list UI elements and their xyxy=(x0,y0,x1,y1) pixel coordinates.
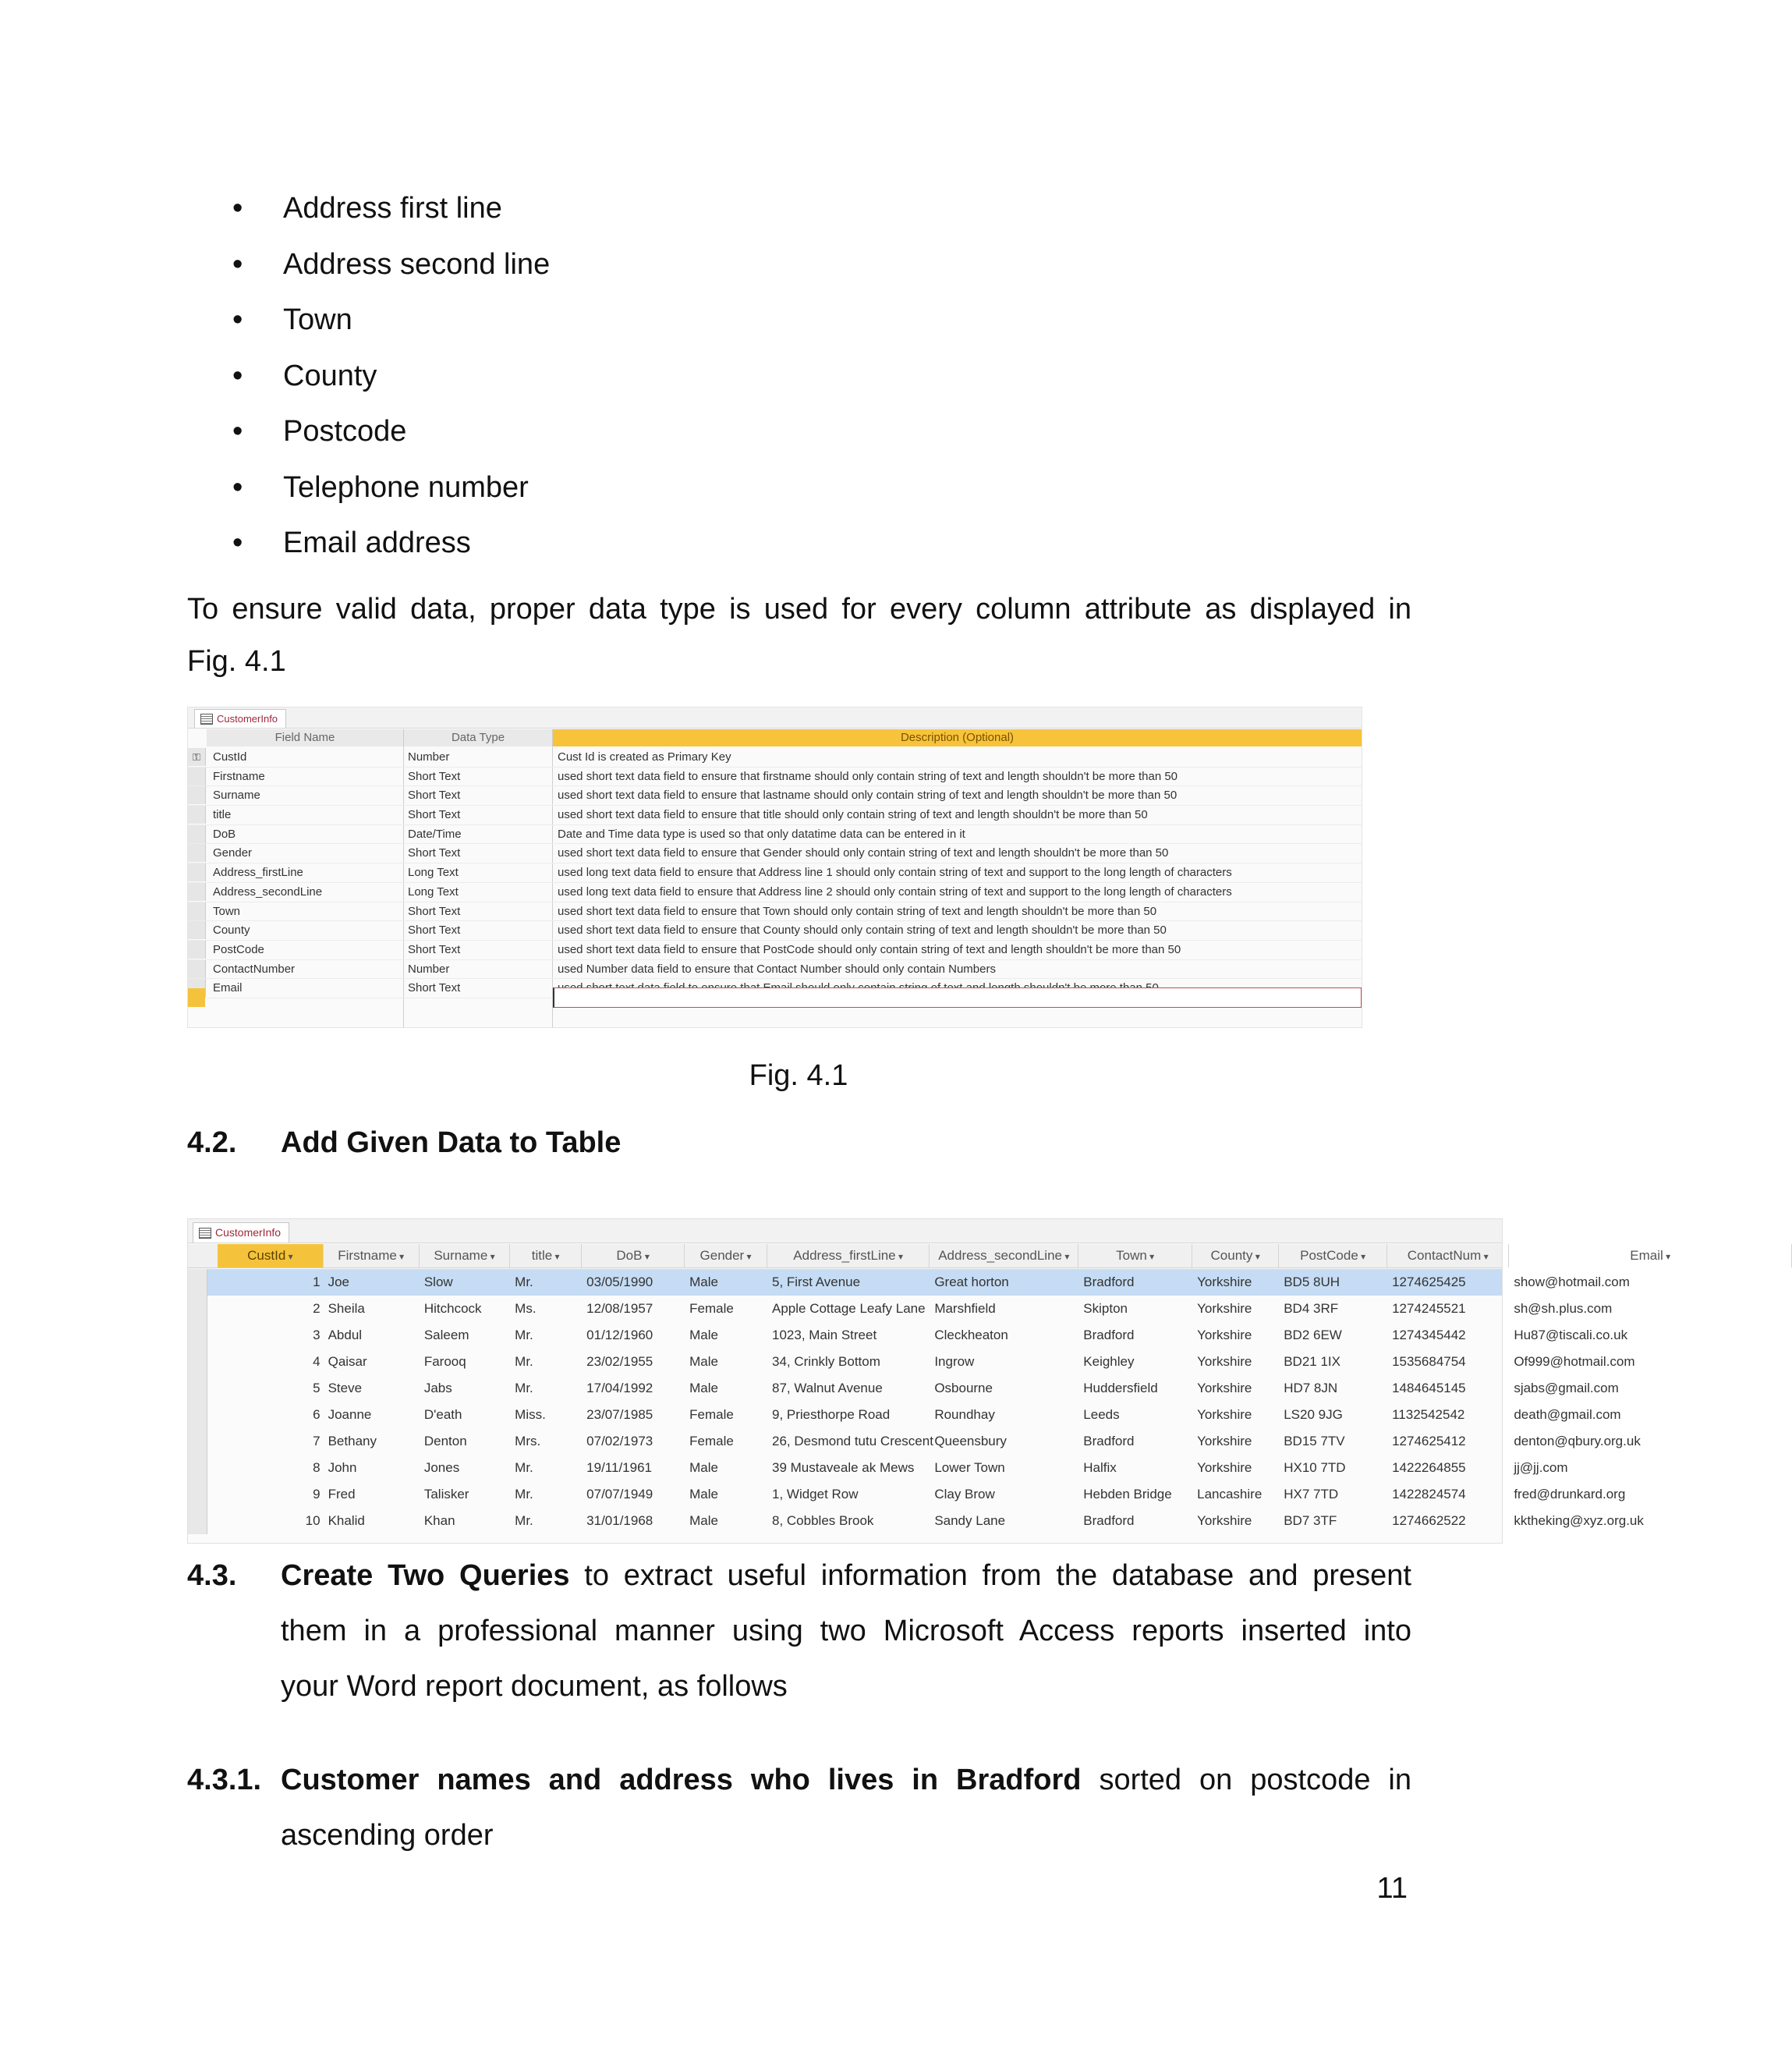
table-cell[interactable]: Ingrow xyxy=(934,1354,975,1369)
column-header[interactable]: CustId ▾ xyxy=(218,1244,323,1268)
table-cell[interactable]: HX10 7TD xyxy=(1284,1460,1346,1475)
design-row[interactable] xyxy=(188,786,1362,806)
datasheet-header-row xyxy=(188,1244,1663,1268)
paragraph-line: Fig. 4.1 xyxy=(187,645,286,678)
bullet-item: • Town xyxy=(232,299,550,355)
bullet-item: • County xyxy=(232,355,550,411)
table-cell[interactable]: Farooq xyxy=(423,1354,466,1369)
table-cell[interactable]: denton@qbury.org.uk xyxy=(1514,1434,1641,1448)
design-row[interactable] xyxy=(188,748,1362,768)
row-selector[interactable] xyxy=(188,883,206,901)
table-cell[interactable]: Talisker xyxy=(423,1487,469,1502)
table-cell[interactable]: 34, Crinkly Bottom xyxy=(772,1354,880,1369)
row-selector[interactable] xyxy=(188,844,206,862)
table-cell[interactable]: Male xyxy=(689,1381,718,1395)
table-icon xyxy=(200,714,213,725)
column-header[interactable]: Address_firstLine ▾ xyxy=(767,1244,930,1268)
table-cell[interactable]: 07/02/1973 xyxy=(586,1434,653,1448)
table-cell[interactable]: Khalid xyxy=(328,1513,365,1528)
datasheet-screenshot xyxy=(187,1218,1663,1544)
section-4-3 xyxy=(187,1548,1411,1714)
description-cell[interactable]: used short text data field to ensure that Gender should only contain string of text and length shouldn't be more than 50 xyxy=(558,846,1169,860)
row-selector[interactable] xyxy=(188,921,206,939)
design-view-screenshot xyxy=(187,707,1362,1028)
row-selector[interactable] xyxy=(188,902,206,920)
table-cell[interactable]: Female xyxy=(689,1434,734,1448)
table-cell[interactable]: 6 xyxy=(313,1407,321,1422)
datasheet-rows xyxy=(188,1269,1644,1534)
design-row[interactable] xyxy=(188,825,1362,845)
table-cell[interactable]: 1274662522 xyxy=(1392,1513,1466,1528)
table-icon xyxy=(199,1228,211,1239)
table-cell[interactable]: 4 xyxy=(313,1354,321,1369)
table-cell[interactable]: Yorkshire xyxy=(1197,1381,1252,1395)
table-cell[interactable]: jj@jj.com xyxy=(1514,1460,1568,1475)
design-header-row xyxy=(188,729,1362,746)
table-cell[interactable]: Miss. xyxy=(515,1407,546,1422)
field-name-cell[interactable]: Surname xyxy=(213,789,260,803)
table-cell[interactable]: HX7 7TD xyxy=(1284,1487,1339,1502)
table-cell[interactable]: Leeds xyxy=(1083,1407,1120,1422)
row-selector[interactable] xyxy=(188,825,206,843)
table-cell[interactable]: 1422264855 xyxy=(1392,1460,1466,1475)
table-cell[interactable]: Khan xyxy=(423,1513,455,1528)
table-cell[interactable]: Female xyxy=(689,1301,734,1316)
table-cell[interactable]: Clay Brow xyxy=(934,1487,995,1502)
table-cell[interactable]: 8 xyxy=(313,1460,321,1475)
table-cell[interactable]: 1274245521 xyxy=(1392,1301,1466,1316)
design-row[interactable] xyxy=(188,844,1362,863)
table-cell[interactable]: 26, Desmond tutu Crescent xyxy=(772,1434,933,1448)
section-4-3-line2: them in a professional manner using two Microsoft Access reports inserted into xyxy=(281,1615,1411,1647)
row-selector[interactable] xyxy=(188,1296,207,1322)
table-cell[interactable]: Yorkshire xyxy=(1197,1460,1252,1475)
bullet-item: • Postcode xyxy=(232,410,550,466)
table-cell[interactable]: 1484645145 xyxy=(1392,1381,1466,1395)
field-name-cell[interactable]: Firstname xyxy=(213,769,265,783)
row-selector[interactable] xyxy=(188,1428,207,1455)
bullet-item: • Address first line xyxy=(232,187,550,243)
table-cell[interactable]: 8, Cobbles Brook xyxy=(772,1513,874,1528)
table-row[interactable] xyxy=(188,1402,1621,1428)
table-row[interactable] xyxy=(188,1375,1619,1402)
section-text: to extract useful information from the database and present xyxy=(569,1559,1411,1592)
table-cell[interactable]: show@hotmail.com xyxy=(1514,1275,1630,1289)
section-title: Add Given Data to Table xyxy=(281,1126,622,1159)
design-row[interactable] xyxy=(188,768,1362,787)
design-row[interactable] xyxy=(188,902,1362,922)
table-cell[interactable]: Slow xyxy=(423,1275,453,1289)
column-header[interactable]: title ▾ xyxy=(510,1244,582,1268)
table-cell[interactable]: 01/12/1960 xyxy=(586,1328,653,1342)
table-cell[interactable]: HD7 8JN xyxy=(1284,1381,1338,1395)
data-type-cell[interactable]: Date/Time xyxy=(408,827,462,841)
column-header[interactable]: Address_secondLine ▾ xyxy=(930,1244,1078,1268)
row-selector[interactable] xyxy=(188,1349,207,1375)
section-title: Customer names and address who lives in Bradford xyxy=(281,1764,1082,1796)
table-cell[interactable]: 2 xyxy=(313,1301,321,1316)
design-rows xyxy=(188,748,1362,998)
paragraph-line: To ensure valid data, proper data type is used for every column attribute as displayed in xyxy=(187,593,1411,626)
table-cell[interactable]: Halfix xyxy=(1083,1460,1117,1475)
table-cell[interactable]: 23/07/1985 xyxy=(586,1407,653,1422)
section-number: 4.2. xyxy=(187,1126,237,1159)
table-row[interactable] xyxy=(188,1349,1635,1375)
section-text: sorted on postcode in xyxy=(1081,1764,1411,1796)
column-header[interactable]: Gender ▾ xyxy=(685,1244,767,1268)
field-bullet-list xyxy=(232,187,550,578)
bullet-item: • Email address xyxy=(232,522,550,578)
table-cell[interactable]: 3 xyxy=(313,1328,321,1342)
table-cell[interactable]: 19/11/1961 xyxy=(586,1460,652,1475)
table-cell[interactable]: Abdul xyxy=(328,1328,363,1342)
table-cell[interactable]: Osbourne xyxy=(934,1381,993,1395)
design-tab-bar xyxy=(188,707,1362,729)
table-row[interactable] xyxy=(188,1428,1641,1455)
data-type-cell[interactable]: Long Text xyxy=(408,866,459,880)
table-cell[interactable]: Roundhay xyxy=(934,1407,995,1422)
row-selector[interactable] xyxy=(188,1269,207,1296)
header-data-type: Data Type xyxy=(404,729,553,746)
table-row[interactable] xyxy=(188,1455,1568,1481)
table-cell[interactable]: LS20 9JG xyxy=(1284,1407,1343,1422)
field-name-cell[interactable]: Town xyxy=(213,904,241,918)
table-cell[interactable]: Jabs xyxy=(423,1381,452,1395)
header-field-name: Field Name xyxy=(207,729,404,746)
table-cell[interactable]: Jones xyxy=(423,1460,460,1475)
section-4-3-line3: your Word report document, as follows xyxy=(281,1670,788,1703)
design-row[interactable] xyxy=(188,960,1362,980)
table-cell[interactable]: Mr. xyxy=(515,1328,533,1342)
table-cell[interactable]: John xyxy=(328,1460,357,1475)
row-selector[interactable] xyxy=(188,806,206,824)
table-row[interactable] xyxy=(188,1322,1628,1349)
table-cell[interactable]: Lancashire xyxy=(1197,1487,1263,1502)
table-cell[interactable]: Yorkshire xyxy=(1197,1301,1252,1316)
section-4-3-1-line1 xyxy=(187,1753,1411,1808)
column-header[interactable]: ContactNum ▾ xyxy=(1387,1244,1509,1268)
field-name-cell[interactable]: Gender xyxy=(213,846,253,860)
data-type-cell[interactable]: Short Text xyxy=(408,942,461,956)
field-name-cell[interactable]: CustId xyxy=(213,750,247,764)
description-cell[interactable]: used Number data field to ensure that Contact Number should only contain Numbers xyxy=(558,962,996,976)
column-header[interactable]: Firstname ▾ xyxy=(324,1244,420,1268)
active-description-cell xyxy=(553,987,1362,1008)
field-name-cell[interactable]: ContactNumber xyxy=(213,962,296,976)
table-cell[interactable]: Yorkshire xyxy=(1197,1407,1252,1422)
data-type-cell[interactable]: Number xyxy=(408,750,450,764)
table-cell[interactable]: BD2 6EW xyxy=(1284,1328,1342,1342)
column-header[interactable]: PostCode ▾ xyxy=(1279,1244,1387,1268)
column-header[interactable]: Surname ▾ xyxy=(420,1244,510,1268)
row-selector[interactable] xyxy=(188,1455,207,1481)
data-type-cell[interactable]: Short Text xyxy=(408,789,461,803)
table-cell[interactable]: Male xyxy=(689,1354,718,1369)
column-header[interactable]: DoB ▾ xyxy=(582,1244,685,1268)
table-cell[interactable]: Male xyxy=(689,1460,718,1475)
design-row[interactable] xyxy=(188,921,1362,941)
design-row[interactable] xyxy=(188,863,1362,883)
table-cell[interactable]: Ms. xyxy=(515,1301,537,1316)
table-cell[interactable]: 03/05/1990 xyxy=(586,1275,653,1289)
table-cell[interactable]: Denton xyxy=(423,1434,467,1448)
table-cell[interactable]: BD4 3RF xyxy=(1284,1301,1339,1316)
new-row-selector xyxy=(188,988,205,1007)
row-selector[interactable] xyxy=(188,1322,207,1349)
section-title: Create Two Queries xyxy=(281,1559,570,1592)
primary-key-icon[interactable]: ⚿ xyxy=(188,748,206,766)
data-type-cell[interactable]: Short Text xyxy=(408,808,461,822)
section-4-3-1 xyxy=(187,1753,1411,1863)
bullet-item: • Address second line xyxy=(232,243,550,300)
table-cell[interactable]: 31/01/1968 xyxy=(586,1513,653,1528)
column-header[interactable]: Email ▾ xyxy=(1509,1244,1792,1268)
data-type-cell[interactable]: Short Text xyxy=(408,981,461,995)
table-cell[interactable]: death@gmail.com xyxy=(1514,1407,1621,1422)
table-cell[interactable]: Yorkshire xyxy=(1197,1328,1252,1342)
data-type-paragraph xyxy=(187,583,1411,688)
data-type-cell[interactable]: Short Text xyxy=(408,769,461,783)
table-cell[interactable]: Bradford xyxy=(1083,1513,1135,1528)
section-number: 4.3. xyxy=(187,1559,237,1592)
table-cell[interactable]: 1 xyxy=(313,1275,321,1289)
field-name-cell[interactable]: DoB xyxy=(213,827,236,841)
column-header[interactable]: County ▾ xyxy=(1192,1244,1279,1268)
table-cell[interactable]: 1023, Main Street xyxy=(772,1328,877,1342)
table-cell[interactable]: 10 xyxy=(305,1513,321,1528)
table-cell[interactable]: 9 xyxy=(313,1487,321,1502)
design-row[interactable] xyxy=(188,883,1362,902)
table-cell[interactable]: Sheila xyxy=(328,1301,365,1316)
table-cell[interactable]: Hitchcock xyxy=(423,1301,482,1316)
data-type-cell[interactable]: Short Text xyxy=(408,846,461,860)
table-cell[interactable]: 87, Walnut Avenue xyxy=(772,1381,883,1395)
table-cell[interactable]: Fred xyxy=(328,1487,356,1502)
table-cell[interactable]: Marshfield xyxy=(934,1301,996,1316)
table-cell[interactable]: Mr. xyxy=(515,1354,533,1369)
table-cell[interactable]: 07/07/1949 xyxy=(586,1487,653,1502)
design-table-tab xyxy=(194,709,286,728)
field-name-cell[interactable]: Address_firstLine xyxy=(213,866,303,880)
description-cell[interactable]: used short text data field to ensure that County should only contain string of text and length shouldn't be more than 50 xyxy=(558,924,1167,938)
section-heading-4-2 xyxy=(187,1122,621,1164)
table-cell[interactable]: 39 Mustaveale ak Mews xyxy=(772,1460,915,1475)
table-cell[interactable]: Male xyxy=(689,1328,718,1342)
table-row[interactable] xyxy=(188,1269,1630,1296)
row-selector[interactable] xyxy=(188,786,206,804)
table-cell[interactable]: Huddersfield xyxy=(1083,1381,1158,1395)
table-cell[interactable]: BD7 3TF xyxy=(1284,1513,1337,1528)
table-cell[interactable]: 23/02/1955 xyxy=(586,1354,653,1369)
row-selector[interactable] xyxy=(188,1375,207,1402)
datasheet-tab-bar xyxy=(188,1219,1502,1243)
table-cell[interactable]: Apple Cottage Leafy Lane xyxy=(772,1301,926,1316)
table-cell[interactable]: 1274345442 xyxy=(1392,1328,1466,1342)
data-type-cell[interactable]: Long Text xyxy=(408,885,459,899)
table-cell[interactable]: 1274625425 xyxy=(1392,1275,1466,1289)
table-cell[interactable]: BD21 1IX xyxy=(1284,1354,1340,1369)
table-cell[interactable]: Mrs. xyxy=(515,1434,541,1448)
table-cell[interactable]: fred@drunkard.org xyxy=(1514,1487,1626,1502)
table-cell[interactable]: 1422824574 xyxy=(1392,1487,1466,1502)
section-number: 4.3.1. xyxy=(187,1764,262,1796)
table-cell[interactable]: Of999@hotmail.com xyxy=(1514,1354,1635,1369)
field-name-cell[interactable]: title xyxy=(213,808,232,822)
table-cell[interactable]: sh@sh.plus.com xyxy=(1514,1301,1613,1316)
header-description: Description (Optional) xyxy=(553,729,1362,746)
table-cell[interactable]: Sandy Lane xyxy=(934,1513,1006,1528)
table-cell[interactable]: Cleckheaton xyxy=(934,1328,1008,1342)
field-name-cell[interactable]: County xyxy=(213,924,250,938)
table-cell[interactable]: D'eath xyxy=(423,1407,462,1422)
table-cell[interactable]: Female xyxy=(689,1407,734,1422)
table-cell[interactable]: Queensbury xyxy=(934,1434,1007,1448)
table-row[interactable] xyxy=(188,1508,1644,1534)
table-cell[interactable]: Mr. xyxy=(515,1487,533,1502)
table-cell[interactable]: kktheking@xyz.org.uk xyxy=(1514,1513,1644,1528)
table-cell[interactable]: Mr. xyxy=(515,1460,533,1475)
table-cell[interactable]: 17/04/1992 xyxy=(586,1381,653,1395)
table-cell[interactable]: 1, Widget Row xyxy=(772,1487,859,1502)
datasheet-table-tab xyxy=(193,1222,289,1243)
table-cell[interactable]: Yorkshire xyxy=(1197,1354,1252,1369)
column-header[interactable]: Town ▾ xyxy=(1078,1244,1192,1268)
description-cell[interactable]: used short text data field to ensure that title should only contain string of text and length shouldn't be more than 50 xyxy=(558,808,1148,822)
data-type-cell[interactable]: Number xyxy=(408,962,450,976)
row-selector[interactable] xyxy=(188,960,206,978)
table-cell[interactable]: Skipton xyxy=(1083,1301,1128,1316)
table-cell[interactable]: Joe xyxy=(328,1275,350,1289)
table-cell[interactable]: Male xyxy=(689,1487,718,1502)
row-selector[interactable] xyxy=(188,941,206,959)
table-row[interactable] xyxy=(188,1296,1613,1322)
table-cell[interactable]: 5 xyxy=(313,1381,321,1395)
field-name-cell[interactable]: Address_secondLine xyxy=(213,885,323,899)
table-cell[interactable]: 1132542542 xyxy=(1392,1407,1465,1422)
table-cell[interactable]: 1274625412 xyxy=(1392,1434,1466,1448)
table-cell[interactable]: Male xyxy=(689,1275,718,1289)
row-selector[interactable] xyxy=(188,1508,207,1534)
table-cell[interactable]: Joanne xyxy=(328,1407,372,1422)
table-cell[interactable]: Steve xyxy=(328,1381,363,1395)
table-cell[interactable]: Hu87@tiscali.co.uk xyxy=(1514,1328,1628,1342)
table-cell[interactable]: Great horton xyxy=(934,1275,1009,1289)
description-cell[interactable]: used short text data field to ensure that PostCode should only contain string of text and length shouldn't be more than 50 xyxy=(558,942,1181,956)
table-cell[interactable]: Yorkshire xyxy=(1197,1275,1252,1289)
bullet-item: • Telephone number xyxy=(232,466,550,523)
table-cell[interactable]: 9, Priesthorpe Road xyxy=(772,1407,891,1422)
description-cell[interactable]: used short text data field to ensure that Town should only contain string of text and length shouldn't be more than 50 xyxy=(558,904,1157,918)
table-cell[interactable]: Lower Town xyxy=(934,1460,1005,1475)
description-cell[interactable]: used long text data field to ensure that Address line 1 should only contain string of text and support to the long length of characters xyxy=(558,866,1232,880)
row-selector[interactable] xyxy=(188,863,206,881)
design-tab-label: CustomerInfo xyxy=(217,713,278,725)
description-cell[interactable]: Date and Time data type is used so that only datatime data can be entered in it xyxy=(558,827,965,841)
table-cell[interactable]: Yorkshire xyxy=(1197,1513,1252,1528)
table-cell[interactable]: Bethany xyxy=(328,1434,377,1448)
data-type-cell[interactable]: Short Text xyxy=(408,904,461,918)
table-cell[interactable]: 12/08/1957 xyxy=(586,1301,653,1316)
table-cell[interactable]: 5, First Avenue xyxy=(772,1275,861,1289)
description-cell[interactable]: used short text data field to ensure that firstname should only contain string of text and length shouldn't be more than 50 xyxy=(558,769,1178,783)
table-cell[interactable]: Hebden Bridge xyxy=(1083,1487,1172,1502)
field-name-cell[interactable]: Email xyxy=(213,981,243,995)
table-cell[interactable]: Saleem xyxy=(423,1328,469,1342)
data-type-cell[interactable]: Short Text xyxy=(408,924,461,938)
table-cell[interactable]: Qaisar xyxy=(328,1354,367,1369)
row-selector[interactable] xyxy=(188,1481,207,1508)
page-number: 11 xyxy=(1376,1872,1408,1905)
section-4-3-1-line2: ascending order xyxy=(281,1819,494,1852)
table-row[interactable] xyxy=(188,1481,1626,1508)
design-row[interactable] xyxy=(188,941,1362,960)
table-cell[interactable]: Bradford xyxy=(1083,1328,1135,1342)
row-selector[interactable] xyxy=(188,1402,207,1428)
table-cell[interactable]: Mr. xyxy=(515,1513,533,1528)
description-cell[interactable]: used long text data field to ensure that Address line 2 should only contain string of text and support to the long length of characters xyxy=(558,885,1232,899)
table-cell[interactable]: Yorkshire xyxy=(1197,1434,1252,1448)
table-cell[interactable]: Bradford xyxy=(1083,1275,1135,1289)
table-cell[interactable]: 1535684754 xyxy=(1392,1354,1466,1369)
design-row[interactable] xyxy=(188,806,1362,825)
table-cell[interactable]: Keighley xyxy=(1083,1354,1135,1369)
description-cell[interactable]: used short text data field to ensure that lastname should only contain string of text and length shouldn't be more than 50 xyxy=(558,789,1178,803)
datasheet-tab-label: CustomerInfo xyxy=(215,1226,282,1239)
description-cell[interactable]: Cust Id is created as Primary Key xyxy=(558,750,731,764)
table-cell[interactable]: sjabs@gmail.com xyxy=(1514,1381,1619,1395)
field-name-cell[interactable]: PostCode xyxy=(213,942,264,956)
table-cell[interactable]: 7 xyxy=(313,1434,321,1448)
table-cell[interactable]: Mr. xyxy=(515,1275,533,1289)
figure-caption: Fig. 4.1 xyxy=(749,1059,848,1092)
table-cell[interactable]: BD5 8UH xyxy=(1284,1275,1340,1289)
table-cell[interactable]: Mr. xyxy=(515,1381,533,1395)
table-cell[interactable]: Male xyxy=(689,1513,718,1528)
table-cell[interactable]: BD15 7TV xyxy=(1284,1434,1345,1448)
row-selector[interactable] xyxy=(188,768,206,785)
table-cell[interactable]: Bradford xyxy=(1083,1434,1135,1448)
section-4-3-line1 xyxy=(187,1548,1411,1604)
